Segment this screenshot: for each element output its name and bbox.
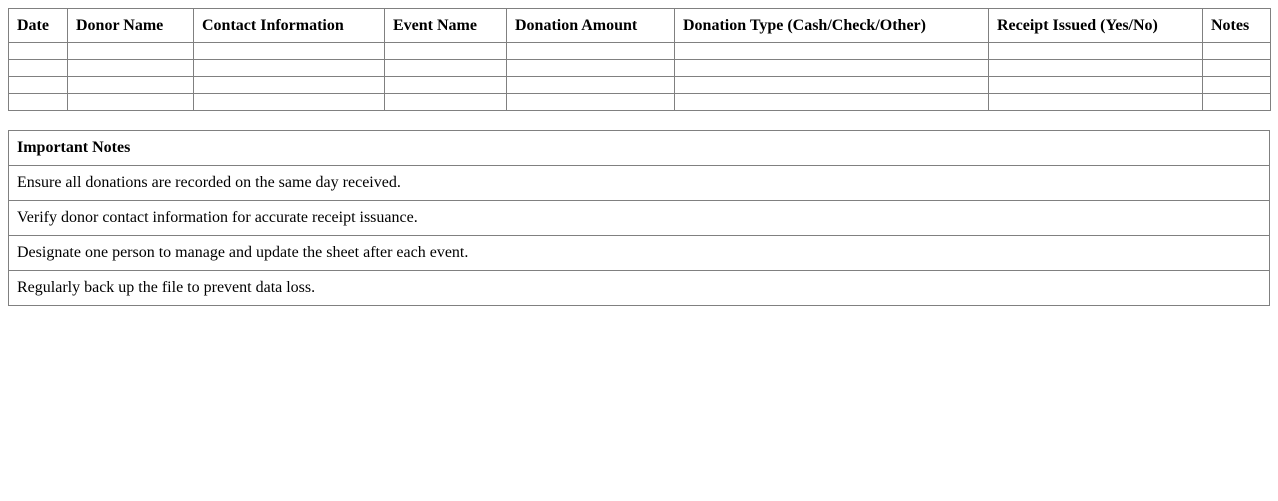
table-cell[interactable]: [989, 77, 1203, 94]
table-cell[interactable]: [507, 94, 675, 111]
table-cell[interactable]: [507, 77, 675, 94]
table-cell[interactable]: [1203, 77, 1271, 94]
table-cell[interactable]: [9, 60, 68, 77]
column-header-notes: Notes: [1203, 9, 1271, 43]
table-cell[interactable]: [9, 94, 68, 111]
table-cell[interactable]: [675, 94, 989, 111]
table-cell[interactable]: [194, 43, 385, 60]
table-cell[interactable]: [68, 60, 194, 77]
table-cell[interactable]: [507, 43, 675, 60]
column-header-event-name: Event Name: [385, 9, 507, 43]
table-row: [9, 94, 1271, 111]
column-header-donation-amount: Donation Amount: [507, 9, 675, 43]
table-header-row: [9, 9, 1271, 43]
note-item: Ensure all donations are recorded on the same day received.: [9, 166, 1270, 201]
table-cell[interactable]: [1203, 60, 1271, 77]
table-row: [9, 77, 1271, 94]
table-cell[interactable]: [194, 77, 385, 94]
table-row: [9, 60, 1271, 77]
notes-heading: Important Notes: [9, 131, 1270, 166]
table-cell[interactable]: [675, 43, 989, 60]
table-cell[interactable]: [385, 77, 507, 94]
column-header-donation-type: Donation Type (Cash/Check/Other): [675, 9, 989, 43]
note-row: [9, 166, 1270, 201]
note-item: Designate one person to manage and update the sheet after each event.: [9, 236, 1270, 271]
table-row: [9, 43, 1271, 60]
column-header-donor-name: Donor Name: [68, 9, 194, 43]
note-row: [9, 271, 1270, 306]
note-item: Regularly back up the file to prevent data loss.: [9, 271, 1270, 306]
table-cell[interactable]: [675, 77, 989, 94]
column-header-contact-information: Contact Information: [194, 9, 385, 43]
note-item: Verify donor contact information for accurate receipt issuance.: [9, 201, 1270, 236]
table-cell[interactable]: [68, 94, 194, 111]
donation-log-table: [8, 8, 1271, 111]
table-cell[interactable]: [675, 60, 989, 77]
table-cell[interactable]: [68, 77, 194, 94]
table-cell[interactable]: [9, 43, 68, 60]
table-cell[interactable]: [194, 60, 385, 77]
table-cell[interactable]: [385, 60, 507, 77]
table-cell[interactable]: [68, 43, 194, 60]
notes-header-row: [9, 131, 1270, 166]
note-row: [9, 236, 1270, 271]
important-notes-table: [8, 130, 1270, 306]
note-row: [9, 201, 1270, 236]
table-cell[interactable]: [989, 43, 1203, 60]
table-cell[interactable]: [9, 77, 68, 94]
table-cell[interactable]: [989, 94, 1203, 111]
column-header-receipt-issued: Receipt Issued (Yes/No): [989, 9, 1203, 43]
table-cell[interactable]: [507, 60, 675, 77]
table-cell[interactable]: [989, 60, 1203, 77]
table-cell[interactable]: [385, 94, 507, 111]
table-cell[interactable]: [1203, 94, 1271, 111]
column-header-date: Date: [9, 9, 68, 43]
table-cell[interactable]: [385, 43, 507, 60]
table-cell[interactable]: [194, 94, 385, 111]
table-cell[interactable]: [1203, 43, 1271, 60]
